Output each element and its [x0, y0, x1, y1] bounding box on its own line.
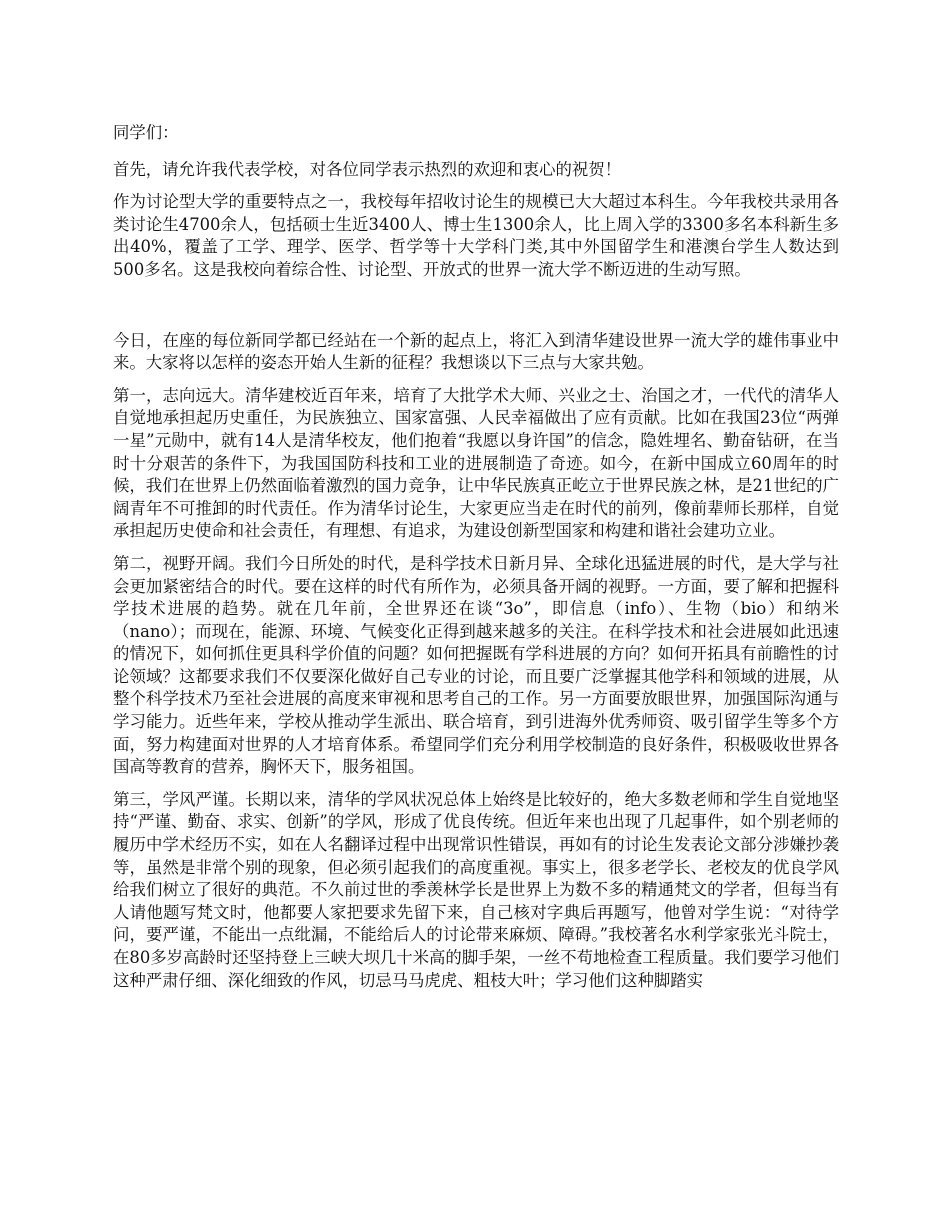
enrollment-paragraph: 作为讨论型大学的重要特点之一，我校每年招收讨论生的规模已大大超过本科生。今年我校共录用各类讨论生4700余人，包括硕士生近3400人、博士生1300余人，比上周入学的3300多名本科新生多出40%，覆盖了工学、理学、医学、哲学等十大学科门类,其中外国留学生和港澳台学生人数达到500多名。这是我校向着综合性、讨论型、开放式的世界一流大学不断迈进的生动写照。 — [113, 192, 839, 279]
document-page — [113, 122, 839, 1002]
point-two-paragraph: 第二，视野开阔。我们今日所处的时代，是科学技术日新月异、全球化迅猛进展的时代，是大学与社会更加紧密结合的时代。要在这样的时代有所作为，必须具备开阔的视野。一方面，要了解和把握科学技术进展的趋势。就在几年前，全世界还在谈“3o”，即信息（info）、生物（bio）和纳米（nano）；而现在，能源、环境、气候变化正得到越来越多的关注。在科学技术和社会进展如此迅速的情况下，如何抓住更具科学价值的问题？如何把握既有学科进展的方向？如何开拓具有前瞻性的讨论领域？这都要求我们不仅要深化做好自己专业的讨论，而且要广泛掌握其他学科和领域的进展，从整个科学技术乃至社会进展的高度来审视和思考自己的工作。另一方面要放眼世界，加强国际沟通与学习能力。近些年来，学校从推动学生派出、联合培育，到引进海外优秀师资、吸引留学生等多个方面，努力构建面对世界的人才培育体系。希望同学们充分利用学校制造的良好条件，积极吸收世界各国高等教育的营养，胸怀天下，服务祖国。 — [113, 553, 839, 777]
point-three-paragraph: 第三，学风严谨。长期以来，清华的学风状况总体上始终是比较好的，绝大多数老师和学生自觉地坚持“严谨、勤奋、求实、创新”的学风，形成了优良传统。但近年来也出现了几起事件，如个别老师的履历中学术经历不实，如在人名翻译过程中出现常识性错误，再如有的讨论生发表论文部分涉嫌抄袭等，虽然是非常个别的现象，但必须引起我们的高度重视。事实上，很多老学长、老校友的优良学风给我们树立了很好的典范。不久前过世的季羡林学长是世界上为数不多的精通梵文的学者，但每当有人请他题写梵文时，他都要人家把要求先留下来，自己核对字典后再题写，他曾对学生说：“对待学问，要严谨，不能出一点纰漏，不能给后人的讨论带来麻烦、障碍。”我校著名水利学家张光斗院士，在80多岁高龄时还坚持登上三峡大坝几十米高的脚手架，一丝不苟地检查工程质量。我们要学习他们这种严肃仔细、深化细致的作风，切忌马马虎虎、粗枝大叶；学习他们这种脚踏实 — [113, 789, 839, 990]
point-one-paragraph: 第一，志向远大。清华建校近百年来，培育了大批学术大师、兴业之士、治国之才，一代代的清华人自觉地承担起历史重任，为民族独立、国家富强、人民幸福做出了应有贡献。比如在我国23位“两弹一星”元勋中，就有14人是清华校友，他们抱着“我愿以身许国”的信念，隐姓埋名、勤奋钻研，在当时十分艰苦的条件下，为我国国防科技和工业的进展制造了奇迹。如今，在新中国成立60周年的时候，我们在世界上仍然面临着激烈的国力竞争，让中华民族真正屹立于世界民族之林，是21世纪的广阔青年不可推卸的时代责任。作为清华讨论生，大家更应当走在时代的前列，像前辈师长那样，自觉承担起历史使命和社会责任，有理想、有追求，为建设创新型国家和构建和谐社会建功立业。 — [113, 385, 839, 541]
greeting-line: 同学们： — [113, 123, 179, 142]
welcome-paragraph: 首先，请允许我代表学校，对各位同学表示热烈的欢迎和衷心的祝贺！ — [113, 159, 622, 179]
intro-paragraph: 今日，在座的每位新同学都已经站在一个新的起点上，将汇入到清华建设世界一流大学的雄伟事业中来。大家将以怎样的姿态开始人生新的征程？我想谈以下三点与大家共勉。 — [113, 330, 839, 373]
